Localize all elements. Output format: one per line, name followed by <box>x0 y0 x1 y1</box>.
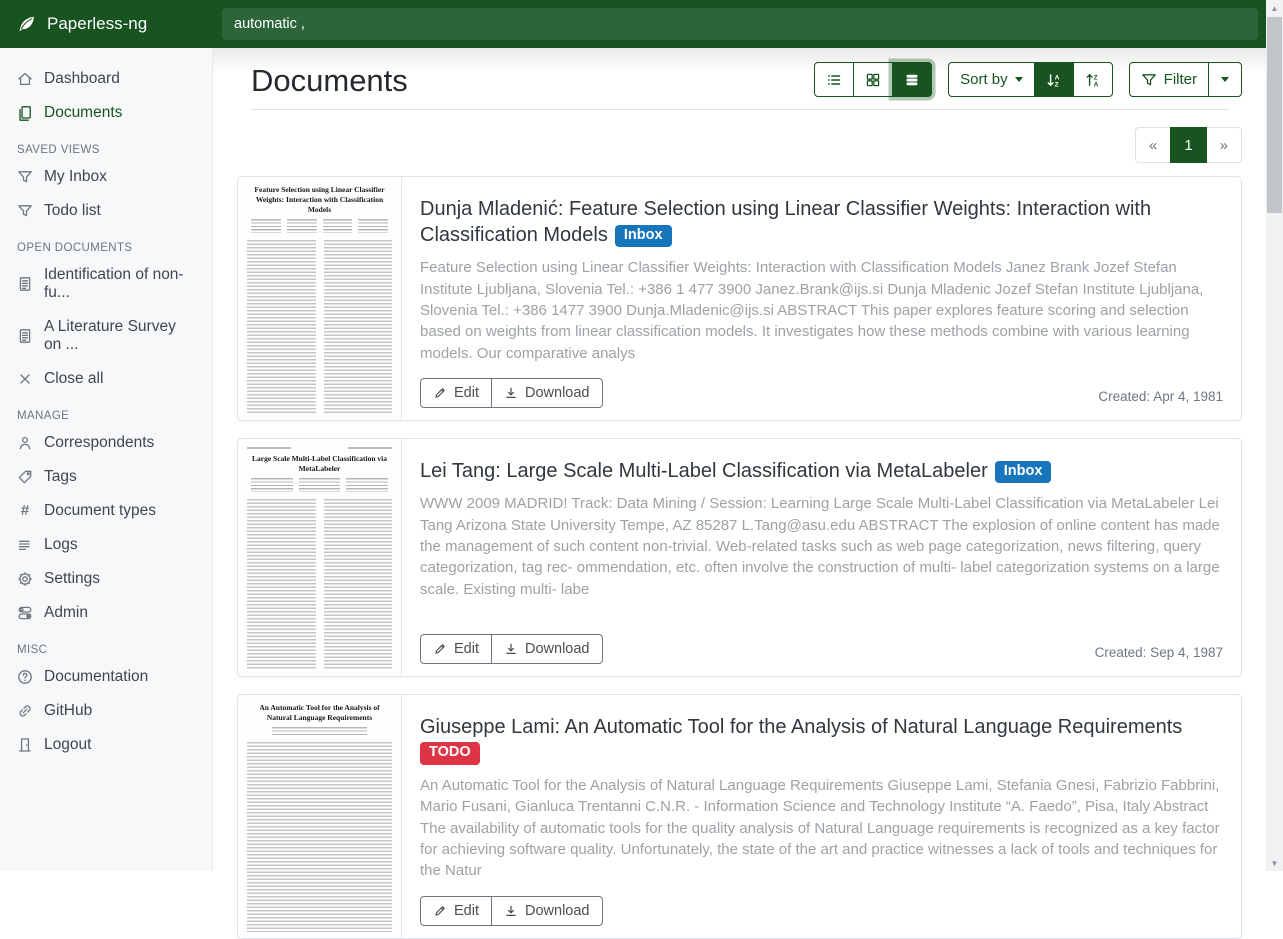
thumbnail-paper-title: Large Scale Multi-Label Classification via MetaLabeler <box>252 453 387 473</box>
pencil-icon <box>433 904 447 918</box>
sidebar-item-label: Settings <box>44 570 101 587</box>
sidebar-item-tags[interactable] <box>0 460 212 494</box>
thumbnail-text-column <box>247 742 392 931</box>
main-content <box>213 48 1266 919</box>
link-icon <box>17 703 33 719</box>
download-icon <box>504 904 518 918</box>
thumbnail-header-lines <box>247 447 392 449</box>
sort-ascending-button[interactable] <box>1034 62 1074 97</box>
download-label: Download <box>525 384 590 401</box>
sidebar-item-label: Document types <box>44 502 156 519</box>
document-excerpt: Feature Selection using Linear Classifier Weights: Interaction with Classification Models Janez Brank Jozef Stefan Institute Ljubljana, Slovenia Tel.: +386 1 477 3900 Janez.Brank@ijs.si Dunja Mladenic Jozef Stefan Institute Ljubljana, Slovenia Tel.: +386 1477 3900 Dunja.Mladenic@ijs.si ABSTRACT This paper explores feature scoring and selection based on weights from linear classification models. It investigates how these methods combine with various learning models. Our comparative analys <box>420 259 1204 362</box>
sidebar-item-label: A Literature Survey on ... <box>44 318 176 353</box>
page-scrollbar[interactable] <box>1266 0 1283 871</box>
sidebar-item-label: My Inbox <box>44 168 107 185</box>
file-text-icon <box>17 328 33 344</box>
file-text-icon <box>17 276 33 292</box>
view-grid-icon <box>865 72 881 88</box>
sort-by-dropdown[interactable] <box>948 62 1035 97</box>
pagination-prev-button[interactable]: « <box>1135 127 1171 163</box>
sidebar-item-open-doc-2[interactable] <box>0 310 212 362</box>
question-circle-icon <box>17 669 33 685</box>
pencil-icon <box>433 386 447 400</box>
document-excerpt: WWW 2009 MADRID! Track: Data Mining / Session: Learning Large Scale Multi-Label Classification via MetaLabeler Lei Tang Arizona State University Tempe, AZ 85287 L.Tang@asu.edu ABSTRACT The explosion of online content has made the management of such content non-trivial. Web-related tasks such as web page categorization, news filtering, query categorization, tag rec- ommendation, etc. often involve the construction of multi- label categorization systems on a large scale. Existing multi- labe <box>420 495 1220 598</box>
sidebar-item-label: Close all <box>44 370 104 387</box>
text-lines-icon <box>17 537 33 553</box>
document-title: Dunja Mladenić: Feature Selection using Linear Classifier Weights: Interaction with Classification Models <box>420 198 1152 246</box>
sort-alpha-down-icon <box>1046 72 1062 88</box>
edit-button[interactable] <box>420 634 492 664</box>
sidebar-item-github[interactable] <box>0 694 212 728</box>
sidebar-item-todo-list[interactable] <box>0 194 212 228</box>
paperless-feather-icon <box>17 15 36 34</box>
document-card <box>237 438 1242 677</box>
funnel-icon <box>17 169 33 185</box>
view-toggle-group <box>814 62 932 97</box>
sidebar-item-label: Documentation <box>44 668 149 685</box>
close-icon <box>17 371 33 387</box>
scrollbar-thumb[interactable] <box>1267 17 1282 213</box>
view-cards-icon <box>904 72 920 88</box>
download-button[interactable] <box>491 896 603 926</box>
sidebar-item-open-doc-1[interactable] <box>0 258 212 310</box>
home-icon <box>17 71 33 87</box>
header-divider <box>251 109 1229 110</box>
view-cards-button[interactable] <box>892 62 932 97</box>
document-title-link[interactable] <box>420 459 1223 485</box>
created-date: Created: Sep 4, 1987 <box>1094 644 1223 660</box>
sort-group <box>948 62 1113 97</box>
sidebar-item-label: Tags <box>44 468 77 485</box>
door-icon <box>17 737 33 753</box>
chevron-down-icon <box>1221 77 1229 82</box>
download-icon <box>504 642 518 656</box>
edit-label: Edit <box>454 384 479 401</box>
hash-icon: # <box>20 502 30 519</box>
scrollbar-down-arrow[interactable]: ▼ <box>1270 858 1279 868</box>
edit-label: Edit <box>454 640 479 657</box>
funnel-icon <box>1141 72 1157 88</box>
sort-descending-button[interactable] <box>1073 62 1113 97</box>
filter-button[interactable] <box>1129 62 1209 97</box>
sidebar-item-label: Logout <box>44 736 92 753</box>
filter-label: Filter <box>1163 71 1197 89</box>
pagination-next-button[interactable]: » <box>1206 127 1242 163</box>
download-icon <box>504 386 518 400</box>
toggles-icon <box>17 605 33 621</box>
download-label: Download <box>525 902 590 919</box>
document-excerpt: An Automatic Tool for the Analysis of Natural Language Requirements Giuseppe Lami, Stefania Gnesi, Fabrizio Fabbrini, Mario Fusani, Gianluca Trentanni C.N.R. - Information Science and Technology Institute “A. Faedo”, Pisa, Italy Abstract The availability of automatic tools for the quality analysis of Natural Language requirements is recognized as a key factor for achieving software quality. Unfortunately, the state of the art and practice witnesses a lack of tools and techniques for the Natur <box>420 777 1220 880</box>
chevron-down-icon <box>1015 77 1023 82</box>
sidebar-item-close-all[interactable] <box>0 362 212 396</box>
sidebar-item-logout[interactable] <box>0 728 212 762</box>
sidebar-item-label: Dashboard <box>44 70 120 87</box>
thumbnail-author-line <box>251 727 388 735</box>
edit-button[interactable] <box>420 378 492 408</box>
global-search-input[interactable] <box>222 8 1258 40</box>
document-thumbnail[interactable] <box>238 695 402 938</box>
document-title: Lei Tang: Large Scale Multi-Label Classification via MetaLabeler <box>420 459 988 482</box>
sidebar-section-saved-views: SAVED VIEWS <box>17 144 100 156</box>
sidebar-item-documentation[interactable] <box>0 660 212 694</box>
thumbnail-paper-title: An Automatic Tool for the Analysis of Natural Language Requirements <box>259 702 380 722</box>
download-label: Download <box>525 640 590 657</box>
sidebar-item-correspondents[interactable] <box>0 426 212 460</box>
document-thumbnail[interactable] <box>238 177 402 420</box>
filter-dropdown-button[interactable] <box>1208 62 1242 97</box>
sidebar-item-label: Identification of non-fu... <box>44 266 184 301</box>
app-title: Paperless-ng <box>47 14 148 33</box>
sidebar-section-misc: MISC <box>17 644 48 656</box>
app-brand[interactable] <box>0 14 213 34</box>
sidebar-section-open-documents: OPEN DOCUMENTS <box>17 242 133 254</box>
pagination <box>237 127 1242 163</box>
view-list-icon <box>826 72 842 88</box>
document-card <box>237 694 1242 939</box>
sidebar-item-admin[interactable] <box>0 596 212 630</box>
sidebar-item-documents[interactable] <box>0 96 212 130</box>
documents-icon <box>17 105 33 121</box>
tag-badge[interactable]: Inbox <box>615 225 672 247</box>
tag-badge[interactable]: TODO <box>420 742 480 764</box>
sidebar-item-settings[interactable] <box>0 562 212 596</box>
thumbnail-text-columns <box>247 240 392 413</box>
pagination-page-1[interactable]: 1 <box>1170 127 1206 163</box>
page-title: Documents <box>251 63 408 98</box>
card-actions <box>420 634 603 664</box>
edit-button[interactable] <box>420 896 492 926</box>
sidebar <box>0 48 213 871</box>
sidebar-item-label: Logs <box>44 536 78 553</box>
sort-by-label: Sort by <box>960 71 1008 89</box>
pencil-icon <box>433 642 447 656</box>
download-button[interactable] <box>491 634 603 664</box>
sort-alpha-up-icon <box>1085 72 1101 88</box>
view-grid-button[interactable] <box>853 62 893 97</box>
sidebar-item-label: Correspondents <box>44 434 155 451</box>
sidebar-item-my-inbox[interactable] <box>0 160 212 194</box>
document-title: Giuseppe Lami: An Automatic Tool for the Analysis of Natural Language Requirements <box>420 715 1183 738</box>
sidebar-section-manage: MANAGE <box>17 410 70 422</box>
tag-badge[interactable]: Inbox <box>995 461 1052 483</box>
sidebar-item-label: Todo list <box>44 202 101 219</box>
sidebar-item-label: Admin <box>44 604 88 621</box>
gear-icon <box>17 571 33 587</box>
scrollbar-up-arrow[interactable]: ▲ <box>1270 3 1279 13</box>
edit-label: Edit <box>454 902 479 919</box>
document-title-link[interactable] <box>420 715 1223 766</box>
documents-toolbar <box>814 62 1242 97</box>
card-actions <box>420 896 603 926</box>
thumbnail-author-columns <box>251 478 388 492</box>
sidebar-item-label: GitHub <box>44 702 93 719</box>
sidebar-item-document-types[interactable] <box>0 494 212 528</box>
document-title-link[interactable] <box>420 197 1223 248</box>
sidebar-item-dashboard[interactable] <box>0 62 212 96</box>
thumbnail-author-columns <box>251 219 388 233</box>
thumbnail-paper-title: Feature Selection using Linear Classifier Weights: Interaction with Classification Models <box>254 185 385 214</box>
sidebar-item-label: Documents <box>44 104 123 121</box>
sidebar-item-logs[interactable] <box>0 528 212 562</box>
document-card-list <box>237 176 1242 938</box>
document-card <box>237 176 1242 421</box>
card-actions <box>420 378 603 408</box>
document-thumbnail[interactable] <box>238 439 402 676</box>
filter-group <box>1129 62 1242 97</box>
person-icon <box>17 435 33 451</box>
view-list-button[interactable] <box>814 62 854 97</box>
tag-icon <box>17 469 33 485</box>
download-button[interactable] <box>491 378 603 408</box>
funnel-icon <box>17 203 33 219</box>
created-date: Created: Apr 4, 1981 <box>1098 388 1223 404</box>
top-navbar <box>0 0 1266 48</box>
thumbnail-text-columns <box>247 499 392 670</box>
